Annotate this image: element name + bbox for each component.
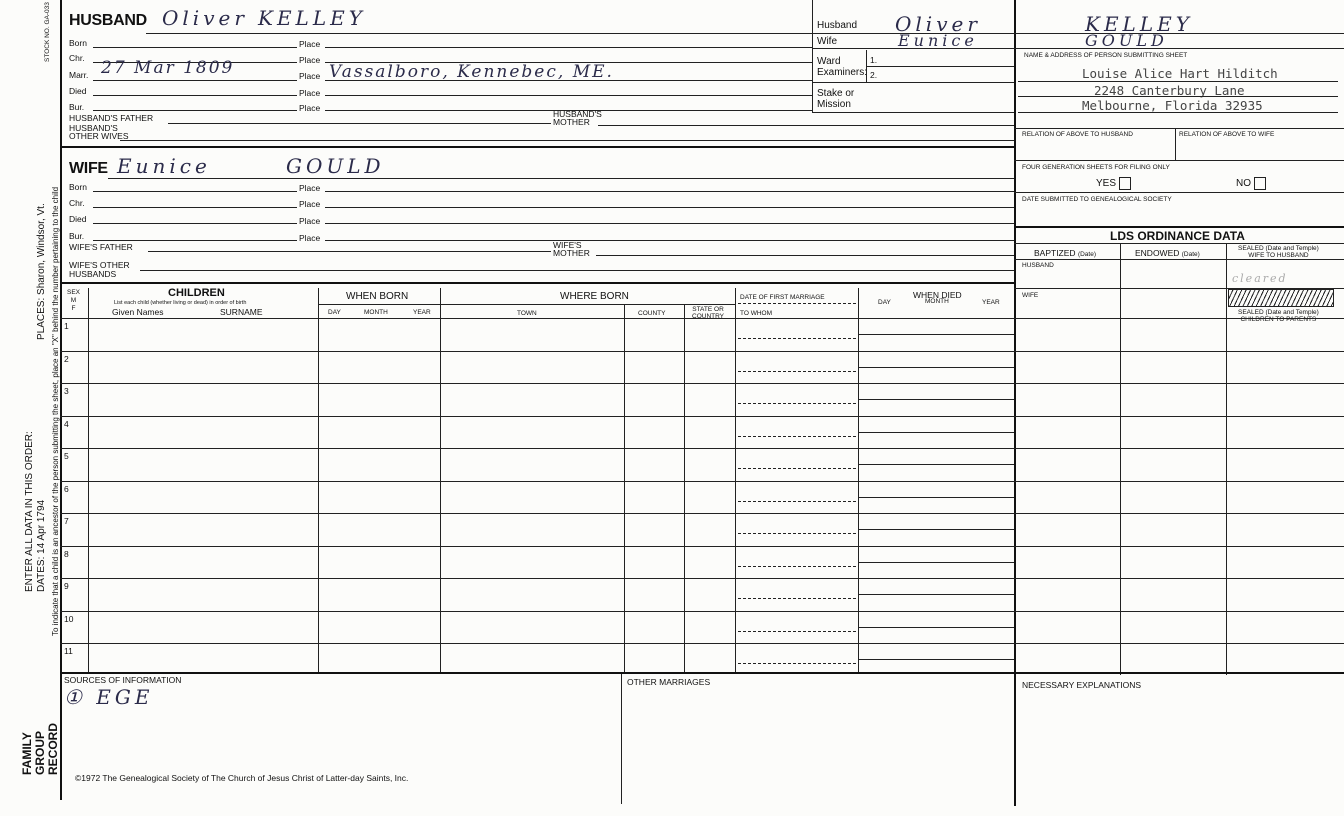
child-row-divider [60,351,1344,352]
examiner-2: 2. [870,70,878,80]
child-marriage-date-line [738,501,856,502]
panel-husband-surname[interactable]: KELLEY [1085,12,1193,36]
baptized-header: BAPTIZED (Date) [1034,248,1096,258]
child-row-divider [60,416,1344,417]
examiner-1: 1. [870,55,878,65]
sealed-hatched-area [1228,289,1334,307]
wife-chr-label: Chr. [69,198,85,208]
no-option[interactable]: NO [1236,177,1266,190]
child-died-line [858,399,1014,400]
date-submitted-label: DATE SUBMITTED TO GENEALOGICAL SOCIETY [1022,196,1172,203]
child-marriage-date-line [738,566,856,567]
husband-died-place-label: Place [299,88,321,98]
form-title-3: RECORD [46,722,60,775]
panel-wife-surname[interactable]: GOULD [1085,31,1168,50]
wife-surname[interactable]: GOULD [286,154,385,178]
given-names-header: Given Names [112,307,164,317]
where-born-header: WHERE BORN [560,291,629,302]
child-marriage-date-line [738,533,856,534]
child-row-number: 10 [64,613,74,624]
stock-number: STOCK NO. GA-033 [44,2,51,62]
four-generation-label: FOUR GENERATION SHEETS FOR FILING ONLY [1022,164,1170,171]
child-row-divider [60,481,1344,482]
child-died-line [858,529,1014,530]
town-header: TOWN [517,310,537,317]
wife-born-place-label: Place [299,183,321,193]
submitter-street[interactable]: 2248 Canterbury Lane [1094,83,1245,98]
no-checkbox[interactable] [1254,177,1266,190]
husband-label: HUSBAND [69,12,147,29]
relation-husband-label: RELATION OF ABOVE TO HUSBAND [1022,131,1133,138]
copyright-notice: ©1972 The Genealogical Society of The Church of Jesus Christ of Latter-day Saints, Inc. [75,773,409,783]
born-year-header: YEAR [413,309,431,316]
husband-born-place-label: Place [299,39,321,49]
child-row-number: 6 [64,483,69,494]
sex-header: SEX M F [67,289,81,312]
child-died-line [858,497,1014,498]
child-marriage-date-line [738,403,856,404]
child-row-number: 1 [64,321,69,331]
child-row-number: 8 [64,548,69,559]
child-row-number: 4 [64,418,69,429]
husband-bur-label: Bur. [69,102,85,112]
submitter-name[interactable]: Louise Alice Hart Hilditch [1082,66,1278,81]
endowed-header: ENDOWED (Date) [1135,248,1200,258]
husbands-father-label: HUSBAND'S FATHER [69,113,154,123]
husband-marr-date[interactable]: 27 Mar 1809 [101,58,235,78]
child-died-line [858,464,1014,465]
child-died-line [858,562,1014,563]
sealed-wife-header: SEALED (Date and Temple) WIFE TO HUSBAND [1238,245,1319,259]
husband-died-label: Died [69,86,87,96]
wifes-father-label: WIFE'S FATHER [69,242,133,252]
child-died-line [858,594,1014,595]
child-row-divider [60,546,1344,547]
necessary-explanations-label: NECESSARY EXPLANATIONS [1022,680,1142,690]
when-died-header: WHEN DIED [913,290,962,300]
child-marriage-date-line [738,598,856,599]
lds-wife-row-label: WIFE [1022,292,1039,299]
submitter-city[interactable]: Melbourne, Florida 32935 [1082,98,1263,113]
places-note: PLACES: Sharon, Windsor, Vt. [36,203,47,340]
wife-bur-place-label: Place [299,233,321,243]
died-year-header: YEAR [982,299,1000,306]
state-country-header: STATE OR COUNTRY [692,306,725,320]
when-born-header: WHEN BORN [346,291,409,302]
surname-header: SURNAME [220,307,263,317]
wife-died-label: Died [69,214,87,224]
right-panel-divider [812,0,813,113]
examiners-label: Examiners: [817,67,868,78]
cleared-stamp: cleared [1232,272,1288,285]
submitter-label: NAME & ADDRESS OF PERSON SUBMITTING SHEET [1024,52,1188,59]
wife-given-name[interactable]: Eunice [117,154,211,178]
relation-wife-label: RELATION OF ABOVE TO WIFE [1179,131,1275,138]
husbands-other-wives-label: HUSBAND'S OTHER WIVES [69,123,129,141]
child-marriage-date-line [738,371,856,372]
to-whom-header: TO WHOM [740,310,773,317]
child-row-divider [60,611,1344,612]
children-title: CHILDREN [168,287,225,299]
wife-label: WIFE [69,160,108,177]
child-marriage-date-line [738,663,856,664]
child-row-number: 9 [64,581,69,591]
form-title-2: GROUP [33,730,47,775]
county-header: COUNTY [638,310,666,317]
child-died-line [858,432,1014,433]
child-marriage-date-line [738,468,856,469]
child-marriage-date-line [738,338,856,339]
child-died-line [858,367,1014,368]
born-day-header: DAY [328,309,341,316]
other-marriages-label: OTHER MARRIAGES [627,677,711,687]
panel-husband-given[interactable]: Oliver [895,12,981,36]
panel-wife-given[interactable]: Eunice [898,31,978,50]
first-marriage-header: DATE OF FIRST MARRIAGE [740,294,825,301]
husband-marr-place[interactable]: Vassalboro, Kennebec, ME. [329,62,614,82]
form-title-1: FAMILY [20,732,34,775]
wife-chr-place-label: Place [299,199,321,209]
child-marriage-date-line [738,436,856,437]
child-row-divider [60,513,1344,514]
wife-bur-label: Bur. [69,231,85,241]
husband-born-label: Born [69,38,87,48]
child-row-divider [60,578,1344,579]
child-row-number: 5 [64,451,69,461]
child-died-line [858,334,1014,335]
husband-marr-place-label: Place [299,71,321,81]
husband-given-name[interactable]: Oliver [162,6,248,30]
yes-option[interactable]: YES [1096,177,1131,190]
wifes-mother-label: WIFE'S MOTHER [553,240,590,258]
husband-chr-place-label: Place [299,55,321,65]
wife-died-place-label: Place [299,216,321,226]
left-border [60,0,62,800]
child-row-divider [60,383,1344,384]
child-died-line [858,659,1014,660]
children-subtitle: List each child (whether living or dead) in order of birth [114,300,247,306]
yes-checkbox[interactable] [1119,177,1131,190]
wife-born-label: Born [69,182,87,192]
ward-label: Ward [817,56,841,67]
husbands-mother-label: HUSBAND'S MOTHER [553,109,602,127]
died-month-header: MONTH [925,298,949,305]
child-row-divider [60,448,1344,449]
dates-note: DATES: 14 Apr 1794 [36,499,47,592]
lds-title: LDS ORDINANCE DATA [1110,229,1245,243]
child-marriage-date-line [738,631,856,632]
sealed-children-header: SEALED (Date and Temple) CHILDREN TO PARENTS [1238,309,1319,323]
indicate-note: To indicate that a child is an ancestor of the person submitting the sheet, place an "X" behind the number pertaining to the child [51,186,60,636]
panel-wife-label: Wife [817,36,837,47]
stake-mission-label: Stake or Mission [817,88,855,110]
husband-chr-label: Chr. [69,53,85,63]
lds-husband-row-label: HUSBAND [1022,262,1054,269]
child-row-number: 3 [64,386,69,396]
enter-all-note: ENTER ALL DATA IN THIS ORDER: [24,431,35,592]
child-row-divider [60,643,1344,644]
wifes-other-husbands-label: WIFE'S OTHER HUSBANDS [69,260,130,279]
child-row-number: 7 [64,516,69,526]
born-month-header: MONTH [364,309,388,316]
child-row-number: 11 [64,646,73,656]
sources-value[interactable]: ① EGE [64,685,154,709]
husband-marr-label: Marr. [69,70,89,80]
husband-surname[interactable]: KELLEY [258,6,366,30]
center-border [1014,0,1016,806]
husband-bur-place-label: Place [299,103,321,113]
sources-label: SOURCES OF INFORMATION [64,675,182,685]
died-day-header: DAY [878,299,891,306]
panel-husband-label: Husband [817,20,858,31]
child-row-number: 2 [64,353,69,364]
child-died-line [858,627,1014,628]
